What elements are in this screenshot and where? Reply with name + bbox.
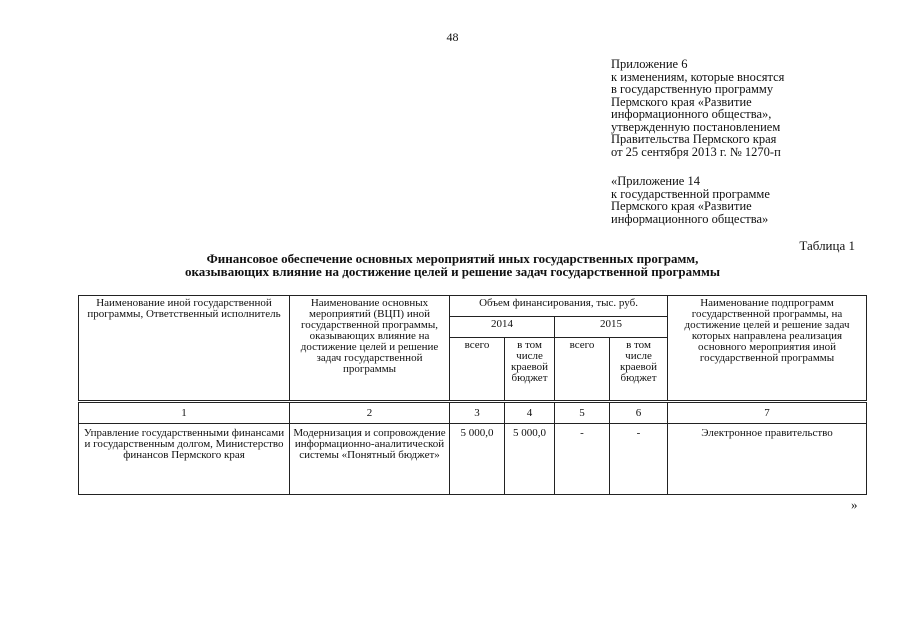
appendix-6-line: Правительства Пермского края (611, 132, 777, 146)
appendix-14-line: информационного общества» (611, 211, 769, 226)
header-program-name: Наименование иной государственной программы, Ответственный исполнитель (79, 296, 290, 402)
header-event-name: Наименование основных мероприятий (ВЦП) иной государственной программы, оказывающих влияние на достижение целей и решение задач государственной программы (290, 296, 450, 402)
appendix-6-line: утвержденную постановлением (611, 119, 781, 134)
appendix-6-line: Приложение 6 (611, 57, 688, 71)
table-label: Таблица 1 (799, 238, 855, 253)
appendix-6-header (611, 58, 784, 158)
column-number: 2 (290, 402, 450, 424)
header-row-1 (79, 296, 867, 317)
column-number: 7 (668, 402, 867, 424)
appendix-14-header (611, 175, 770, 225)
cell-regional-2014: 5 000,0 (505, 424, 555, 495)
column-number-row (79, 402, 867, 424)
appendix-6-line: в государственную программу (611, 82, 774, 96)
cell-subprogram: Электронное правительство (668, 424, 867, 495)
column-number: 6 (610, 402, 668, 424)
page-number: 48 (446, 30, 459, 44)
column-number: 1 (79, 402, 290, 424)
column-number: 4 (505, 402, 555, 424)
table-row (79, 424, 867, 495)
cell-total-2014: 5 000,0 (450, 424, 505, 495)
header-year-2015: 2015 (555, 317, 668, 338)
appendix-6-line: от 25 сентября 2013 г. № 1270-п (611, 144, 781, 159)
appendix-6-line: к изменениям, которые вносятся (611, 69, 785, 84)
closing-quote: » (851, 497, 858, 512)
header-total-2015: всего (555, 338, 610, 402)
cell-regional-2015: - (610, 424, 668, 495)
appendix-14-line: Пермского края «Развитие (611, 199, 752, 213)
appendix-6-line: Пермского края «Развитие (611, 94, 752, 109)
cell-program: Управление государственными финансами и государственным долгом, Министерство финансов Пермского края (79, 424, 290, 495)
appendix-14-line: к государственной программе (611, 186, 770, 201)
header-year-2014: 2014 (450, 317, 555, 338)
column-number: 3 (450, 402, 505, 424)
cell-event: Модернизация и сопровождение информационно-аналитической системы «Понятный бюджет» (290, 424, 450, 495)
header-regional-2014: в том числе краевой бюджет (505, 338, 555, 402)
column-number: 5 (555, 402, 610, 424)
appendix-6-line: информационного общества», (611, 107, 772, 121)
appendix-14-line: «Приложение 14 (611, 174, 700, 188)
header-subprogram-name: Наименование подпрограмм государственной программы, на достижение целей и решение задач которых направлена реализация основного мероприятия иной государственной программы (668, 296, 867, 402)
header-total-2014: всего (450, 338, 505, 402)
cell-total-2015: - (555, 424, 610, 495)
financing-table (78, 295, 867, 495)
header-regional-2015: в том числе краевой бюджет (610, 338, 668, 402)
title-line-2: оказывающих влияние на достижение целей и решение задач государственной программы (185, 264, 720, 279)
document-title (0, 252, 905, 278)
header-financing: Объем финансирования, тыс. руб. (450, 296, 668, 317)
title-line-1: Финансовое обеспечение основных мероприятий иных государственных программ, (206, 251, 699, 266)
